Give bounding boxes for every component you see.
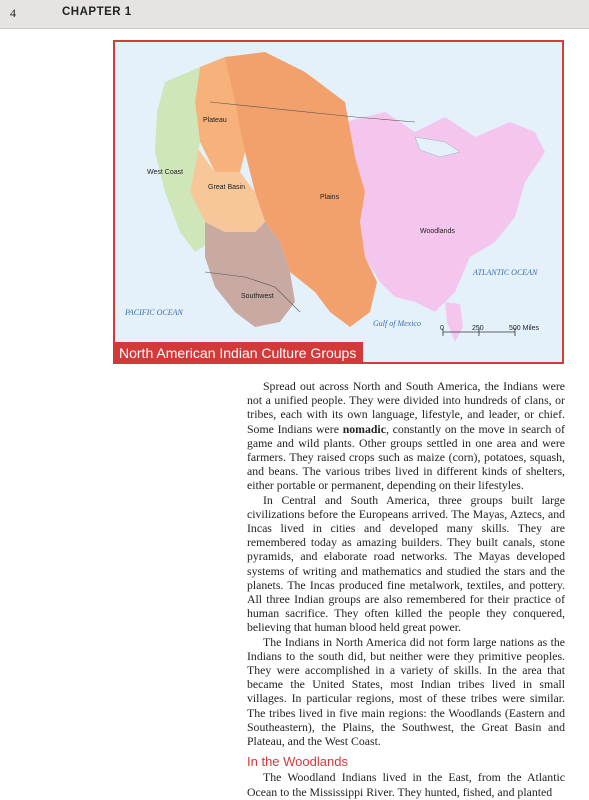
scale-zero: 0 <box>440 325 444 332</box>
label-woodlands: Woodlands <box>420 228 455 235</box>
paragraph-4: The Woodland Indians lived in the East, from the Atlantic Ocean to the Mississippi River. They hunted, fished, and planted <box>247 770 565 799</box>
paragraph-1: Spread out across North and South America, the Indians were not a unified people. They were divided into hundreds of clans, or tribes, each with its own language, lifestyle, and leader, or chief. Some Indians were nomadic, constantly on the move in search of game and wild plants. Other groups settled in one area and were farmers. They raised crops such as maize (corn), potatoes, squash, and beans. The various tribes lived in different kinds of shelters, either portable or permanent, depending on their lifestyles. <box>247 379 565 493</box>
label-atlantic: ATLANTIC OCEAN <box>473 268 538 277</box>
scale-mid: 250 <box>472 325 484 332</box>
label-pacific: PACIFIC OCEAN <box>125 308 183 317</box>
chapter-label: CHAPTER 1 <box>62 6 132 18</box>
paragraph-2: In Central and South America, three groups built large civilizations before the Europeans arrived. The Mayas, Aztecs, and Incas lived in cities and developed many skills. They are remembered today as amazing builders. They built canals, stone pyramids, and elaborate road networks. The Mayas developed systems of writing and mathematics and studied the stars and the planets. The Incas produced fine metalwork, textiles, and pottery. All three Indian groups are also remembered for their practice of human sacrifice. They often killed the people they conquered, believing that human blood held great power. <box>247 492 565 635</box>
page-header <box>0 0 589 29</box>
label-plains: Plains <box>320 194 340 201</box>
culture-groups-map <box>113 40 564 364</box>
map-title: North American Indian Culture Groups <box>113 342 363 364</box>
label-southwest: Southwest <box>241 293 274 300</box>
label-great-basin: Great Basin <box>208 184 245 191</box>
scale-end: 500 Miles <box>509 325 539 332</box>
map-svg <box>115 42 562 362</box>
label-plateau: Plateau <box>203 117 227 124</box>
label-gulf: Gulf of Mexico <box>373 319 421 328</box>
paragraph-3: The Indians in North America did not form large nations as the Indians to the south did, but neither were they primitive peoples. They were accomplished in a variety of skills. In the area that became the United States, most Indian tribes lived in small villages. In particular regions, most of these tribes were similar. The tribes lived in five main regions: the Woodlands (Eastern and Southeastern), the Plains, the Southwest, the Great Basin and Plateau, and the West Coast. <box>247 634 565 749</box>
body-text <box>247 379 565 799</box>
label-west-coast: West Coast <box>147 169 184 176</box>
page-number: 4 <box>10 6 16 20</box>
section-heading: In the Woodlands <box>247 754 348 770</box>
